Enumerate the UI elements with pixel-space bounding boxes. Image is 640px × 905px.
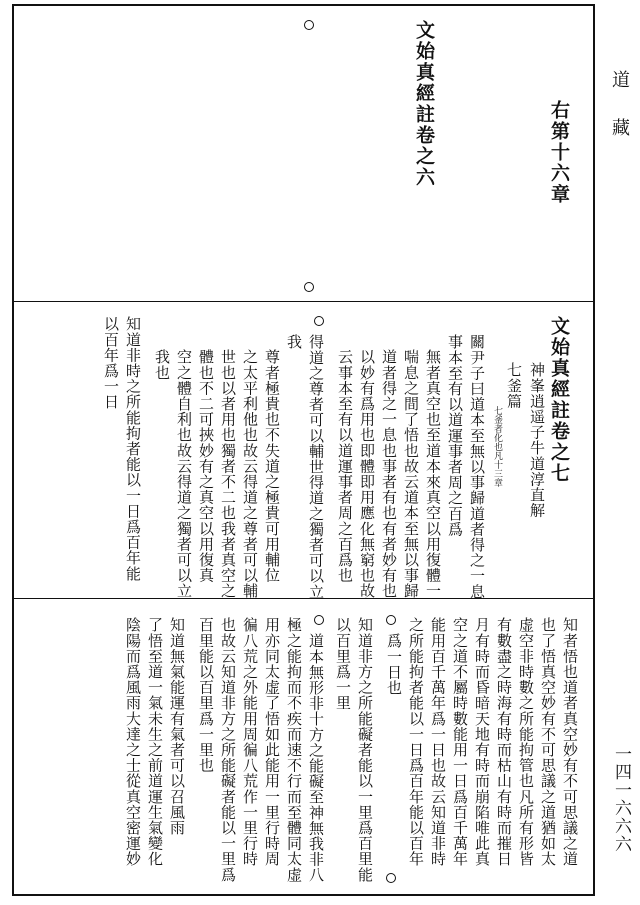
- commentary-column: 了悟至道一氣未生之前道運生氣變化: [146, 617, 164, 867]
- circle-mark-icon: [314, 316, 324, 326]
- commentary-column: 虚空非時數之所能拘管也凡所有形皆: [517, 617, 535, 867]
- chapter-end-label: 右第十六章: [548, 100, 570, 205]
- volume-end-title: 文始真經註卷之六: [413, 20, 435, 188]
- commentary-column: 世也以者用也獨者不二也我者真空之: [219, 349, 237, 599]
- text-column: 得道之尊者可以輔世得道之獨者可以立: [307, 334, 325, 600]
- commentary-column: 極之能拘而不疾而速不行而至體同太虚: [285, 617, 303, 883]
- commentary-column: 尊者極貴也不失道之極貴可用輔位: [263, 349, 281, 583]
- text-column: 知道非方之所能礙者能以一里爲百里能: [356, 617, 374, 883]
- commentary-column: 徧八荒之外能用周徧八荒作一里行時: [241, 617, 259, 867]
- commentary-column: 空之道不屬時數能用一日爲百千萬年: [451, 617, 469, 867]
- commentary-column: 體也不二可挾妙有之真空以用復真: [197, 349, 215, 583]
- volume-title: 文始真經註卷之七: [548, 316, 570, 484]
- text-column: 以百里爲一里: [334, 617, 352, 711]
- commentary-column: 也故云知道非方之所能礙者能以一里爲: [219, 617, 237, 883]
- commentary-column: 之太平利他也故云得道之尊者可以輔: [241, 349, 259, 599]
- commentary-column: 用亦同太虚了悟如此能用一里行時周: [263, 617, 281, 867]
- commentary-column: 空之體自利也故云得道之獨者可以立: [175, 349, 193, 599]
- text-column: 關尹子曰道本至無以事歸道者得之一息: [468, 334, 486, 600]
- middle-panel: [14, 302, 593, 599]
- bottom-panel: [14, 599, 593, 894]
- commentary-column: 無者真空也至道本來真空以用復體一: [424, 349, 442, 599]
- book-title-margin: 道藏: [609, 70, 630, 166]
- commentary-column: 喘息之間了悟也故云道本至無以事歸: [402, 349, 420, 599]
- commentary-column: 知者悟也道者真空妙有不可思議之道: [561, 617, 579, 867]
- commentary-column: 陰陽而爲風雨大達之士從真空密運妙: [124, 617, 142, 867]
- text-column: 事本至有以道運事者周之百爲: [446, 334, 464, 537]
- top-panel: [14, 6, 593, 302]
- commentary-column: 百里能以百里爲一里也: [197, 617, 215, 773]
- circle-mark-icon: [314, 615, 324, 625]
- section-title: 七釜篇: [505, 362, 523, 409]
- commentary-column: 我也: [153, 349, 171, 381]
- text-column: 知道無氣能運有氣者可以召風雨: [168, 617, 186, 836]
- commentary-column: 以妙有爲用也即體即用應化無窮也故: [358, 349, 376, 599]
- circle-mark-icon: [304, 282, 314, 292]
- author-line: 神峯逍遥子牛道淳直解: [528, 362, 546, 518]
- page-frame: [12, 4, 595, 896]
- text-column: 我: [285, 334, 303, 350]
- text-column: 知道非時之所能拘者能以一日爲百年能: [124, 316, 142, 582]
- circle-mark-icon: [304, 20, 314, 30]
- commentary-column: 月有時而昏暗天地有時而崩陷唯此真: [473, 617, 491, 867]
- commentary-column: 也了悟真空妙有不可思議之道猶如太: [539, 617, 557, 867]
- circle-mark-icon: [386, 615, 396, 625]
- commentary-column: 爲一日也: [385, 633, 403, 696]
- page-number-margin: 一四一六六六: [611, 745, 631, 853]
- commentary-column: 之所能拘者能以一日爲百年能以百年: [407, 617, 425, 867]
- commentary-column: 云事本至有以道運事者周之百爲也: [336, 349, 354, 583]
- section-note: 七釜者化也凡十三章: [492, 406, 502, 487]
- commentary-column: 道者得之一息也事者有也有者妙有也: [380, 349, 398, 599]
- commentary-column: 有數盡之時海有時而枯山有時而摧日: [495, 617, 513, 867]
- circle-mark-icon: [386, 873, 396, 883]
- commentary-column: 能用百千萬年爲一日也故云知道非時: [429, 617, 447, 867]
- commentary-column: 道本無形非十方之能礙至神無我非八: [307, 633, 325, 883]
- text-column: 以百年爲一日: [102, 316, 120, 410]
